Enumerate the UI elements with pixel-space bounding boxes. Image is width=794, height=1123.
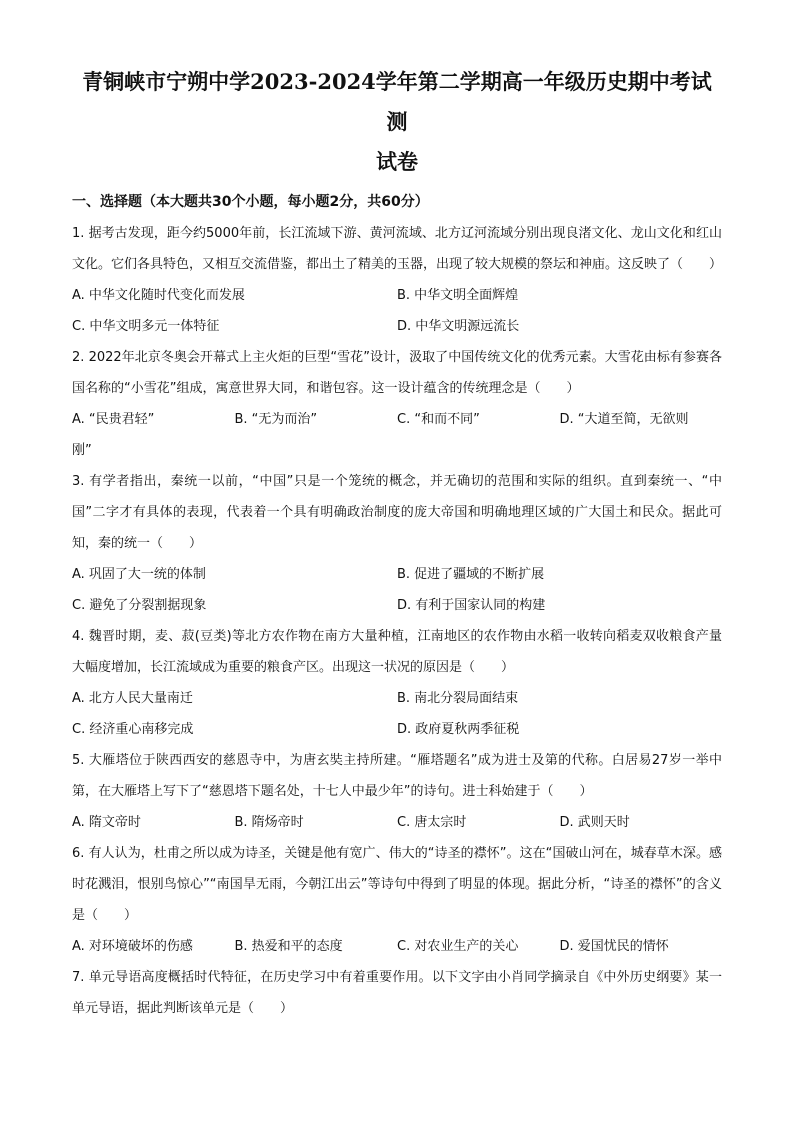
option-a: A. 对环境破坏的伤感 <box>72 939 193 954</box>
question-options <box>72 404 722 435</box>
option-a: A. 隋文帝时 <box>72 815 141 830</box>
option-a: A. 北方人民大量南迁 <box>72 691 193 706</box>
option-c: C. “和而不同” <box>397 412 480 427</box>
option-c: C. 中华文明多元一体特征 <box>72 319 220 334</box>
question-stem: 6. 有人认为，杜甫之所以成为诗圣，关键是他有宽广、伟大的“诗圣的襟怀”。这在“国破山河在，城春草木深。感时花溅泪，恨别鸟惊心”“南国旱无雨，今朝江出云”等诗句中得到了明显的体现。据此分析，“诗圣的襟怀”的含义是（ ） <box>72 846 722 923</box>
option-a: A. 中华文化随时代变化而发展 <box>72 288 245 303</box>
section-heading: 一、选择题（本大题共30个小题，每小题2分，共60分） <box>72 194 429 210</box>
option-d: D. 中华文明源远流长 <box>397 319 520 334</box>
exam-title <box>72 62 722 182</box>
question-5 <box>72 745 722 838</box>
option-a: A. 巩固了大一统的体制 <box>72 567 206 582</box>
option-c: C. 唐太宗时 <box>397 815 467 830</box>
question-4 <box>72 621 722 745</box>
option-b: B. 南北分裂局面结束 <box>397 691 519 706</box>
option-c: C. 避免了分裂割据现象 <box>72 598 207 613</box>
question-stem: 1. 据考古发现，距今约5000年前，长江流域下游、黄河流域、北方辽河流域分别出现良渚文化、龙山文化和红山文化。它们各具特色，又相互交流借鉴，都出土了精美的玉器，出现了较大规模的祭坛和神庙。这反映了（ ） <box>72 226 723 272</box>
exam-title-line1: 青铜峡市宁朔中学2023-2024学年第二学期高一年级历史期中考试测 <box>82 69 712 134</box>
option-d: D. 爱国忧民的情怀 <box>559 939 669 954</box>
question-options <box>72 683 722 745</box>
option-b: B. 热爱和平的态度 <box>234 939 343 954</box>
question-3 <box>72 466 722 621</box>
question-options <box>72 931 722 962</box>
question-options <box>72 559 722 621</box>
question-7 <box>72 962 722 1024</box>
question-stem: 3. 有学者指出，秦统一以前，“中国”只是一个笼统的概念，并无确切的范围和实际的组织。直到秦统一、“中国”二字才有具体的表现，代表着一个具有明确政治制度的庞大帝国和明确地理区域的广大国土和民众。据此可知，秦的统一（ ） <box>72 474 722 551</box>
option-b: B. 促进了疆域的不断扩展 <box>397 567 545 582</box>
question-options <box>72 280 722 342</box>
question-options <box>72 807 722 838</box>
option-b: B. 隋炀帝时 <box>234 815 304 830</box>
question-stem: 4. 魏晋时期，麦、菽(豆类)等北方农作物在南方大量种植，江南地区的农作物由水稻一收转向稻麦双收粮食产量大幅度增加，长江流域成为重要的粮食产区。出现这一状况的原因是（ ） <box>72 629 722 675</box>
question-1 <box>72 218 722 342</box>
option-d: D. “大道至简，无欲则 <box>559 412 689 427</box>
question-stem: 5. 大雁塔位于陕西西安的慈恩寺中，为唐玄奘主持所建。“雁塔题名”成为进士及第的代称。白居易27岁一举中第，在大雁塔上写下了“慈恩塔下题名处，十七人中最少年”的诗句。进士科始建于（ ） <box>72 753 722 799</box>
option-d: D. 有利于国家认同的构建 <box>397 598 546 613</box>
option-a: A. “民贵君轻” <box>72 412 155 427</box>
question-stem: 7. 单元导语高度概括时代特征，在历史学习中有着重要作用。以下文字由小肖同学摘录自《中外历史纲要》某一单元导语，据此判断该单元是（ ） <box>72 970 722 1016</box>
exam-title-line2: 试卷 <box>376 149 418 174</box>
question-stem: 2. 2022年北京冬奥会开幕式上主火炬的巨型“雪花”设计，汲取了中国传统文化的优秀元素。大雪花由标有参赛各国名称的“小雪花”组成，寓意世界大同，和谐包容。这一设计蕴含的传统理念是（ ） <box>72 350 722 396</box>
option-b: B. 中华文明全面辉煌 <box>397 288 519 303</box>
option-d-continuation: 刚” <box>72 443 92 458</box>
question-6 <box>72 838 722 962</box>
option-d: D. 政府夏秋两季征税 <box>397 722 520 737</box>
option-c: C. 对农业生产的关心 <box>397 939 519 954</box>
option-b: B. “无为而治” <box>234 412 318 427</box>
option-d: D. 武则天时 <box>559 815 630 830</box>
option-c: C. 经济重心南移完成 <box>72 722 194 737</box>
question-2 <box>72 342 722 466</box>
